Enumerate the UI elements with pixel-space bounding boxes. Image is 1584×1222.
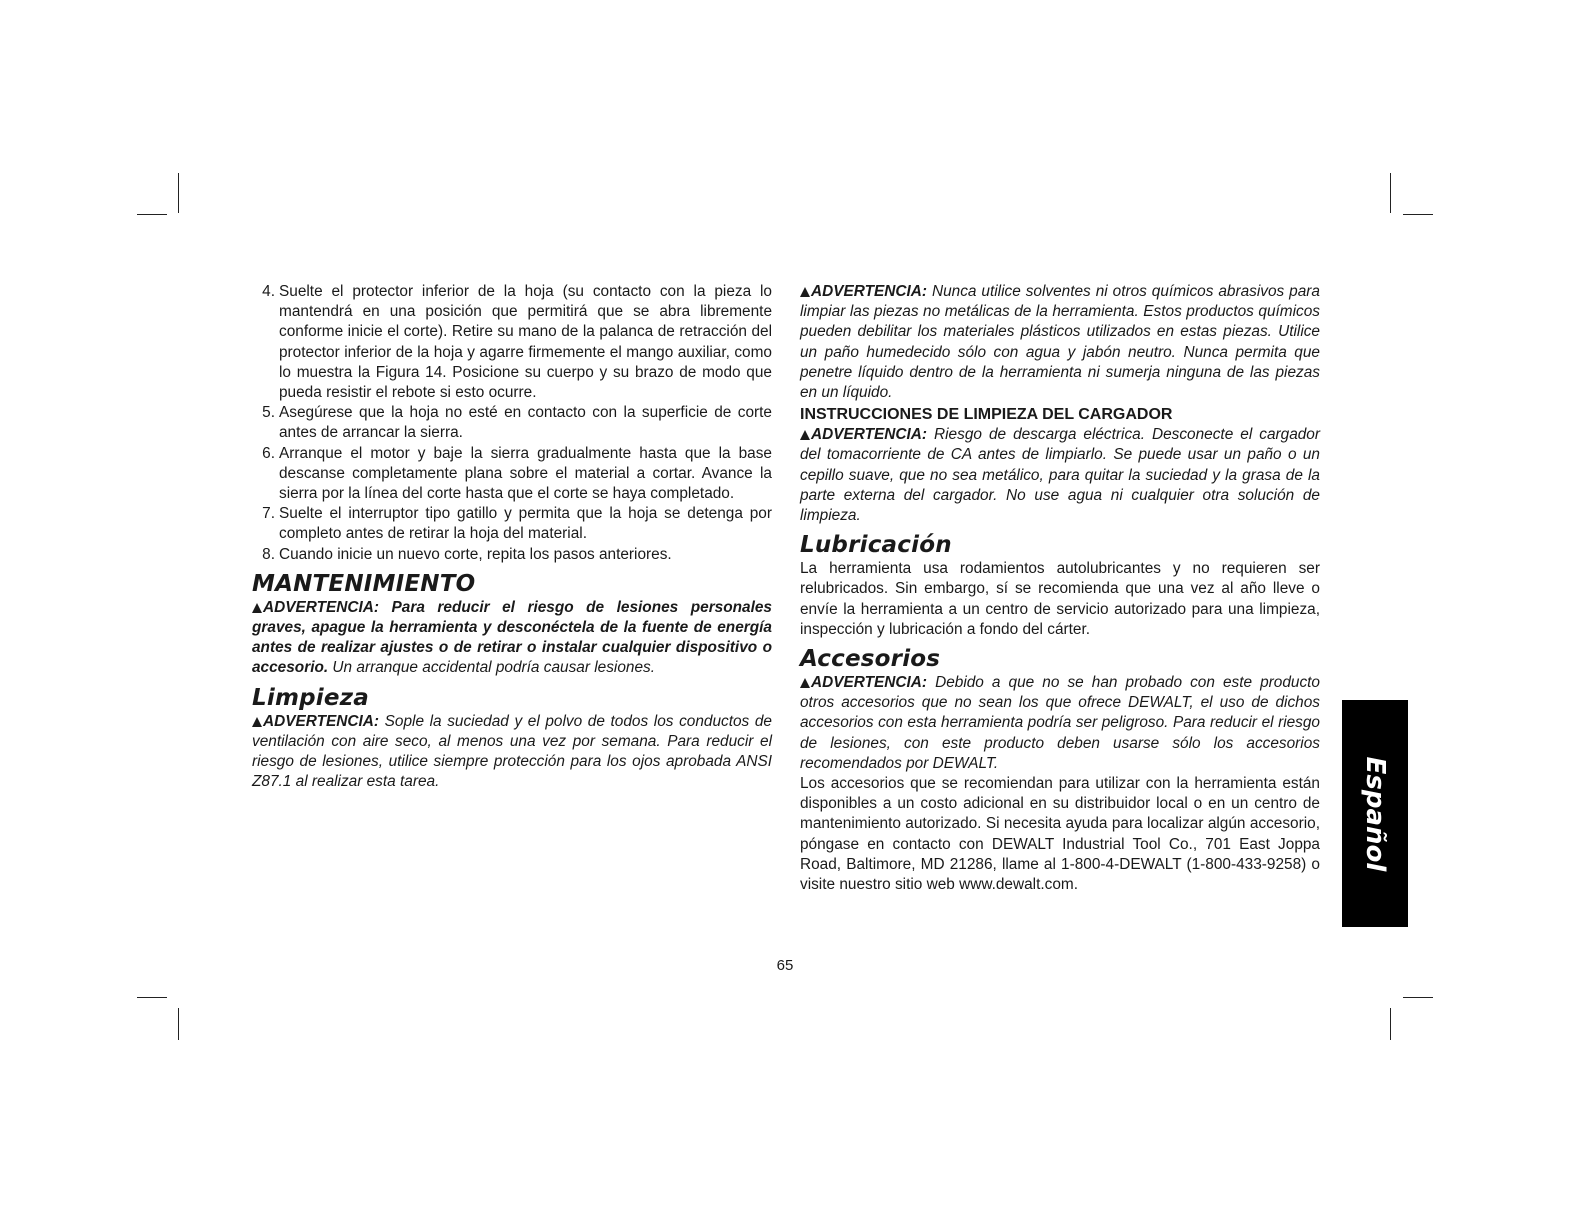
cargador-heading: INSTRUCCIONES DE LIMPIEZA DEL CARGADOR bbox=[800, 406, 1173, 424]
solventes-warning bbox=[800, 282, 1320, 403]
warning-icon bbox=[252, 717, 262, 727]
crop-mark bbox=[1403, 997, 1433, 998]
language-tab bbox=[1342, 700, 1408, 927]
crop-mark bbox=[178, 173, 179, 213]
list-item bbox=[252, 444, 772, 505]
list-item bbox=[252, 282, 772, 403]
accesorios-text: Los accesorios que se recomiendan para utilizar con la herramienta están disponibles a un costo adicional en su distribuidor local o en un centro de mantenimiento autorizado. Si necesita ayuda para localizar algún accesorio, póngase en contacto con DEWALT Industrial Tool Co., 701 East Joppa Road, Baltimore, MD 21286, llame al 1-800-4-DEWALT (1-800-433-9258) o visite nuestro sitio web www.dewalt.com. bbox=[800, 775, 1320, 894]
crop-mark bbox=[1390, 173, 1391, 213]
step-number: 7. bbox=[262, 505, 275, 523]
lubricacion-text: La herramienta usa rodamientos autolubricantes y no requieren ser relubricados. Sin embargo, sí se recomienda que una vez al año lleve o envíe la herramienta a un centro de servicio autorizado para una limpieza, inspección y lubricación a fondo del cárter. bbox=[800, 560, 1320, 638]
list-item bbox=[252, 504, 772, 544]
warning-icon bbox=[800, 287, 810, 297]
warning-icon bbox=[800, 678, 810, 688]
warning-text: Riesgo de descarga eléctrica. Desconecte el cargador del tomacorriente de CA antes de limpiarlo. Se puede usar un paño o un cepillo suave, que no sea metálico, para quitar la suciedad y la grasa de la parte externa del cargador. No use agua ni cualquier otra solución de limpieza. bbox=[800, 426, 1320, 525]
warning-text: Un arranque accidental podría causar lesiones. bbox=[328, 659, 655, 677]
warning-bold-text: Para reducir el riesgo de lesiones personales graves, apague la herramienta y desconéctela de la fuente de energía antes de realizar ajustes o de retirar o instalar cualquier dispositivo o accesorio. bbox=[252, 598, 772, 677]
crop-mark bbox=[137, 214, 167, 215]
step-number: 6. bbox=[262, 444, 275, 462]
crop-mark bbox=[137, 997, 167, 998]
list-item bbox=[252, 403, 772, 443]
page-number: 65 bbox=[776, 957, 794, 974]
right-column bbox=[800, 282, 1320, 895]
warning-icon bbox=[252, 603, 262, 613]
list-item bbox=[252, 545, 772, 565]
mantenimiento-heading: MANTENIMIENTO bbox=[252, 570, 476, 597]
cargador-warning bbox=[800, 425, 1320, 526]
step-text: Suelte el interruptor tipo gatillo y permita que la hoja se detenga por completo antes de retirar la hoja del material. bbox=[279, 505, 772, 543]
language-tab-label: Español bbox=[1360, 756, 1390, 871]
mantenimiento-warning bbox=[252, 598, 772, 679]
step-text: Arranque el motor y baje la sierra gradualmente hasta que la base descanse completamente plana sobre el material a cortar. Avance la sierra por la línea del corte hasta que el corte se haya completado. bbox=[279, 444, 772, 503]
limpieza-warning bbox=[252, 712, 772, 793]
step-number: 5. bbox=[262, 404, 275, 422]
step-text: Cuando inicie un nuevo corte, repita los pasos anteriores. bbox=[279, 545, 672, 563]
step-number: 8. bbox=[262, 545, 275, 563]
warning-label: ADVERTENCIA: bbox=[263, 712, 380, 730]
crop-mark bbox=[1390, 1008, 1391, 1040]
limpieza-heading: Limpieza bbox=[252, 684, 369, 711]
warning-label: ADVERTENCIA: bbox=[811, 674, 928, 692]
accesorios-warning bbox=[800, 673, 1320, 774]
warning-text: Nunca utilice solventes ni otros químicos abrasivos para limpiar las piezas no metálicas de la herramienta. Estos productos químicos pueden debilitar los materiales plásticos utilizados en estas piezas. Utilice un paño humedecido sólo con agua y jabón neutro. Nunca permita que penetre líquido dentro de la herramienta ni sumerja ninguna de las piezas en un líquido. bbox=[800, 283, 1320, 402]
step-text: Suelte el protector inferior de la hoja (su contacto con la pieza lo mantendrá en una posición que permitirá que se abra libremente conforme inicie el corte). Retire su mano de la palanca de retracción del protector inferior de la hoja y agarre firmemente el mango auxiliar, como lo muestra la Figura 14. Posicione su cuerpo y su brazo de modo que pueda resistir el rebote si esto ocurre. bbox=[279, 283, 772, 402]
warning-text: Sople la suciedad y el polvo de todos los conductos de ventilación con aire seco, al menos una vez por semana. Para reducir el riesgo de lesiones, utilice siempre protección para los ojos aprobada ANSI Z87.1 al realizar esta tarea. bbox=[252, 712, 772, 791]
left-column bbox=[252, 282, 772, 792]
warning-text: Debido a que no se han probado con este producto otros accesorios que no sean los que ofrece DEWALT, el uso de dichos accesorios con esta herramienta podría ser peligroso. Para reducir el riesgo de lesiones, con este producto deben usarse sólo los accesorios recomendados por DEWALT. bbox=[800, 674, 1320, 772]
warning-label: ADVERTENCIA: bbox=[263, 598, 380, 616]
crop-mark bbox=[178, 1008, 179, 1040]
warning-label: ADVERTENCIA: bbox=[811, 283, 928, 300]
warning-icon bbox=[800, 430, 810, 440]
lubricacion-heading: Lubricación bbox=[800, 532, 952, 559]
crop-mark bbox=[1403, 214, 1433, 215]
accesorios-heading: Accesorios bbox=[800, 646, 941, 673]
step-text: Asegúrese que la hoja no esté en contacto con la superficie de corte antes de arrancar la sierra. bbox=[279, 404, 772, 442]
step-number: 4. bbox=[262, 283, 275, 300]
warning-label: ADVERTENCIA: bbox=[811, 426, 928, 444]
